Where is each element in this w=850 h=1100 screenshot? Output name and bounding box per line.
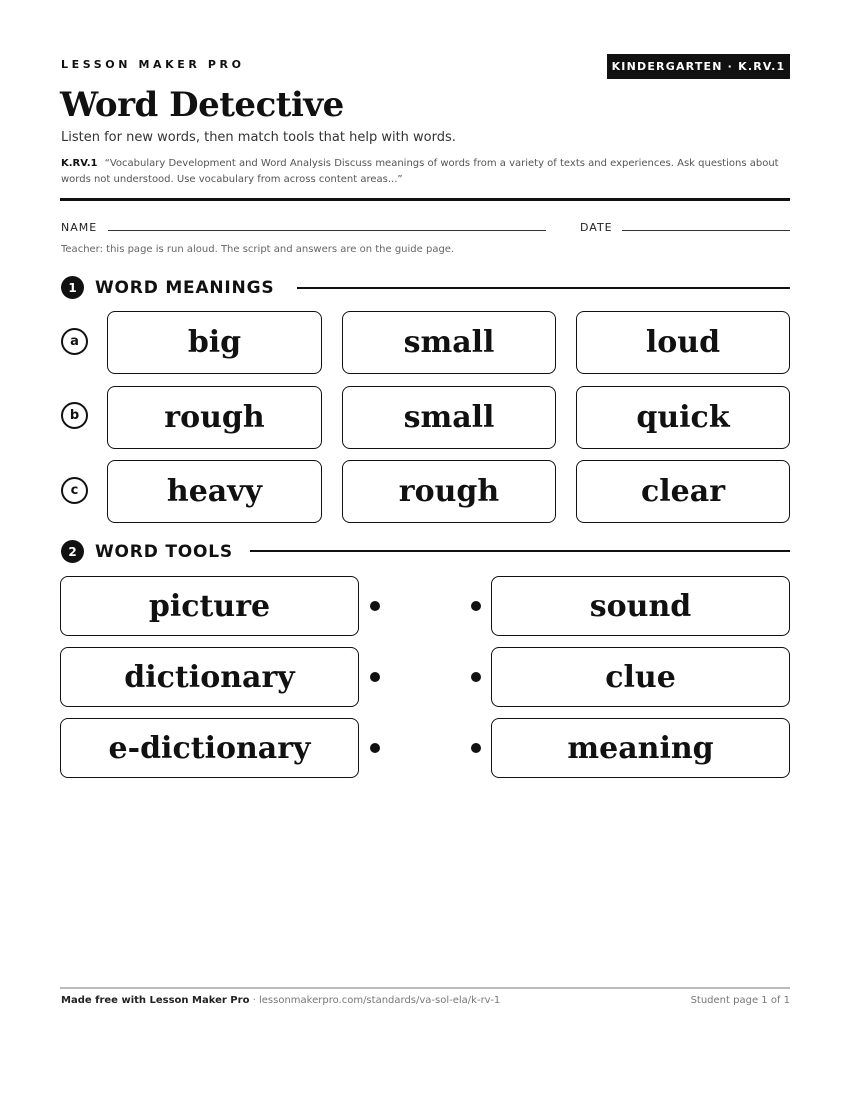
tool-card-left[interactable]: dictionary xyxy=(60,647,359,707)
tool-card-right[interactable]: clue xyxy=(491,647,790,707)
date-label: DATE xyxy=(580,221,613,234)
standard-text: “Vocabulary Development and Word Analysis Discuss meanings of words from a variety of texts and experiences. Ask questions about words not understood. Use vocabulary from across content areas...” xyxy=(61,158,779,185)
word-card[interactable]: loud xyxy=(576,311,790,374)
tool-card-left[interactable]: picture xyxy=(60,576,359,636)
match-dot-right[interactable] xyxy=(471,601,481,611)
brand-name: LESSON MAKER PRO xyxy=(61,58,245,71)
word-card[interactable]: rough xyxy=(107,386,322,449)
footer-made-with: Made free with Lesson Maker Pro xyxy=(61,995,250,1006)
word-card[interactable]: small xyxy=(342,386,556,449)
section-title: WORD MEANINGS xyxy=(95,277,275,298)
word-card[interactable]: quick xyxy=(576,386,790,449)
standard-code: K.RV.1 xyxy=(61,158,98,169)
footer-page-number: Student page 1 of 1 xyxy=(690,995,790,1006)
row-label-c: c xyxy=(61,477,88,504)
tool-card-right[interactable]: meaning xyxy=(491,718,790,778)
word-card[interactable]: rough xyxy=(342,460,556,523)
tool-card-left[interactable]: e-dictionary xyxy=(60,718,359,778)
section-word-tools-header xyxy=(61,540,233,563)
footer-url[interactable]: · lessonmakerpro.com/standards/va-sol-ela/k-rv-1 xyxy=(249,995,501,1006)
match-dot-left[interactable] xyxy=(370,601,380,611)
tool-card-right[interactable]: sound xyxy=(491,576,790,636)
section-word-meanings-header xyxy=(61,276,274,299)
footer-divider xyxy=(60,987,790,989)
page-subtitle: Listen for new words, then match tools that help with words. xyxy=(61,130,456,145)
section-number-badge: 1 xyxy=(61,276,84,299)
row-label-a: a xyxy=(61,328,88,355)
word-card[interactable]: small xyxy=(342,311,556,374)
page-title: Word Detective xyxy=(60,85,344,125)
header-divider xyxy=(60,198,790,201)
teacher-note: Teacher: this page is run aloud. The script and answers are on the guide page. xyxy=(61,244,455,255)
section-divider xyxy=(297,287,790,289)
name-label: NAME xyxy=(61,221,98,234)
match-dot-right[interactable] xyxy=(471,743,481,753)
word-card[interactable]: heavy xyxy=(107,460,322,523)
match-dot-left[interactable] xyxy=(370,743,380,753)
footer-credit xyxy=(61,995,500,1006)
match-dot-left[interactable] xyxy=(370,672,380,682)
name-field-line[interactable] xyxy=(108,230,546,231)
section-title: WORD TOOLS xyxy=(95,541,233,562)
word-card[interactable]: big xyxy=(107,311,322,374)
section-divider xyxy=(250,550,790,552)
row-label-b: b xyxy=(61,402,88,429)
standard-description xyxy=(61,156,791,188)
section-number-badge: 2 xyxy=(61,540,84,563)
grade-badge: KINDERGARTEN · K.RV.1 xyxy=(607,54,790,79)
date-field-line[interactable] xyxy=(622,230,790,231)
match-dot-right[interactable] xyxy=(471,672,481,682)
word-card[interactable]: clear xyxy=(576,460,790,523)
